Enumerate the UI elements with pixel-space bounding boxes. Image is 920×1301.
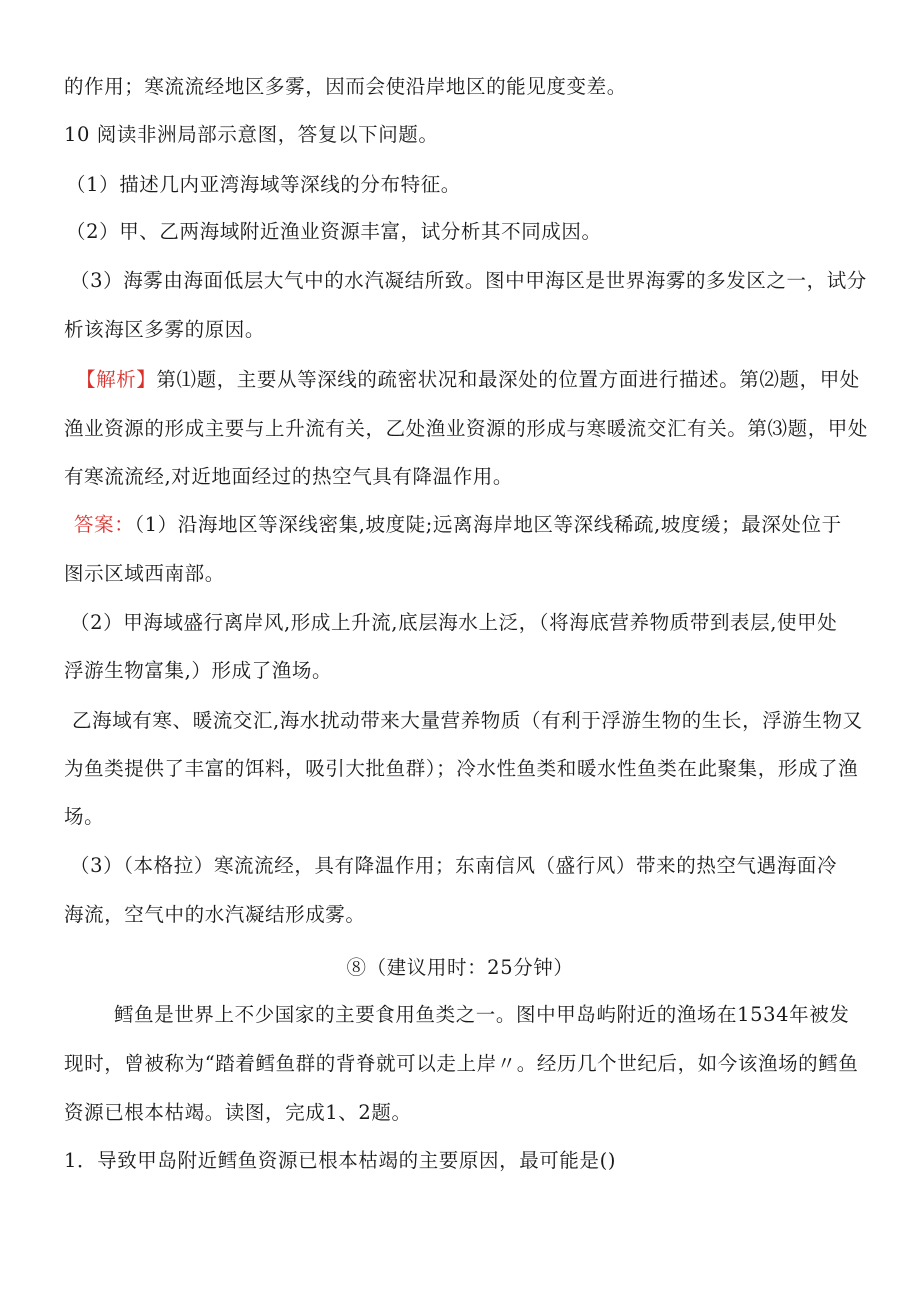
question-1: 1．导致甲岛附近鳕鱼资源已根本枯竭的主要原因，最可能是(): [64, 1149, 617, 1172]
analysis-text: 第⑴题，主要从等深线的疏密状况和最深处的位置方面进行描述。第⑵题，甲处: [156, 368, 860, 391]
text-line: 为鱼类提供了丰富的饵料，吸引大批鱼群）；冷水性鱼类和暖水性鱼类在此聚集，形成了渔: [64, 757, 859, 780]
text-line: 资源已根本枯竭。读图，完成1、2题。: [64, 1101, 412, 1124]
question-10-part-2: （2）甲、乙两海域附近渔业资源丰富，试分析其不同成因。: [66, 220, 602, 243]
text-line: 渔业资源的形成主要与上升流有关，乙处渔业资源的形成与寒暖流交汇有关。第⑶题，甲处: [64, 417, 869, 440]
answer-line: [74, 512, 874, 538]
text-line: 的作用；寒流流经地区多雾，因而会使沿岸地区的能见度变差。: [64, 75, 627, 98]
answer-text: （1）沿海地区等深线密集,坡度陡;远离海岸地区等深线稀疏,坡度缓；最深处位于: [134, 513, 842, 536]
text-line: （2）甲海域盛行离岸风,形成上升流,底层海水上泛，（将海底营养物质带到表层,使甲处: [70, 611, 838, 634]
text-line: 海流，空气中的水汽凝结形成雾。: [64, 903, 366, 926]
text-line: 场。: [64, 805, 105, 828]
text-line: 乙海域有寒、暖流交汇,海水扰动带来大量营养物质（有利于浮游生物的生长，浮游生物又: [72, 709, 863, 732]
analysis-label: 【解析】: [76, 368, 157, 391]
text-line: 图示区域西南部。: [64, 562, 225, 585]
text-line: 有寒流流经,对近地面经过的热空气具有降温作用。: [64, 465, 513, 488]
question-10-heading: 10 阅读非洲局部示意图，答复以下问题。: [64, 123, 439, 146]
text-line: 现时，曾被称为“踏着鳕鱼群的背脊就可以走上岸〃。经历几个世纪后，如今该渔场的鳕鱼: [64, 1052, 859, 1075]
text-line: （3）（本格拉）寒流流经，具有降温作用；东南信风（盛行风）带来的热空气遇海面冷: [70, 854, 838, 877]
question-10-part-1: （1）描述几内亚湾海域等深线的分布特征。: [66, 173, 461, 196]
text-line: 析该海区多雾的原因。: [64, 318, 266, 341]
question-10-part-3: （3）海雾由海面低层大气中的水汽凝结所致。图中甲海区是世界海雾的多发区之一，试分: [70, 269, 867, 292]
answer-label: 答案：: [74, 513, 135, 536]
paragraph-intro: 鳕鱼是世界上不少国家的主要食用鱼类之一。图中甲岛屿附近的渔场在1534年被发: [114, 1003, 850, 1026]
analysis-line: [76, 367, 876, 393]
section-heading: ⑧（建议用时：25分钟）: [346, 956, 574, 979]
text-line: 浮游生物富集,）形成了渔场。: [64, 659, 333, 682]
